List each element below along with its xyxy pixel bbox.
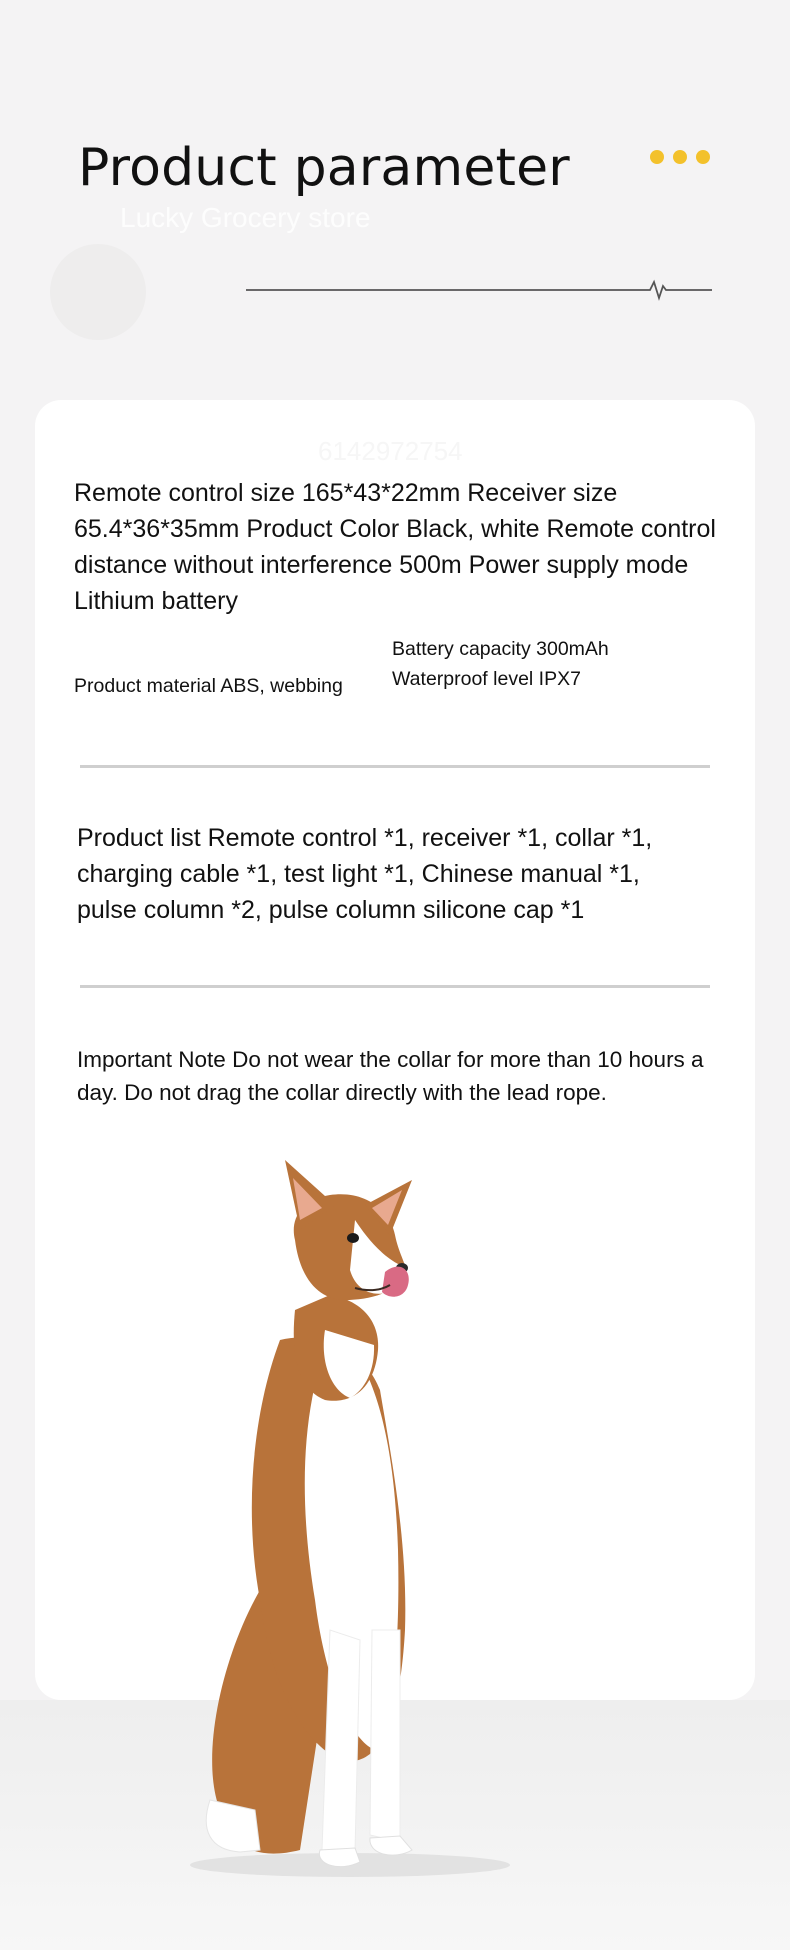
store-watermark: Lucky Grocery store	[120, 202, 371, 233]
spec-waterproof: Waterproof level IPX7	[392, 668, 581, 690]
decorative-dots	[650, 150, 710, 164]
page-title: Product parameter	[78, 138, 570, 198]
dot-icon	[696, 150, 710, 164]
dot-icon	[673, 150, 687, 164]
dog-photo	[150, 1160, 530, 1880]
decorative-circle	[50, 244, 146, 340]
product-list-text: Product list Remote control *1, receiver *1, collar *1, charging cable *1, test light *1, Chinese manual *1, pulse column *2, pulse column silicone cap *1	[77, 824, 653, 924]
important-note-text: Important Note Do not wear the collar for more than 10 hours a day. Do not drag the collar directly with the lead rope.	[77, 1047, 704, 1105]
pulse-divider-icon	[246, 278, 712, 302]
dot-icon	[650, 150, 664, 164]
number-watermark: 6142972754	[318, 436, 463, 466]
spec-material: Product material ABS, webbing	[74, 675, 343, 697]
section-divider	[80, 985, 710, 988]
spec-battery: Battery capacity 300mAh	[392, 638, 609, 660]
section-divider	[80, 765, 710, 768]
spec-main-text: Remote control size 165*43*22mm Receiver size 65.4*36*35mm Product Color Black, white Remote control distance without interference 500m Power supply mode Lithium battery	[74, 479, 716, 615]
